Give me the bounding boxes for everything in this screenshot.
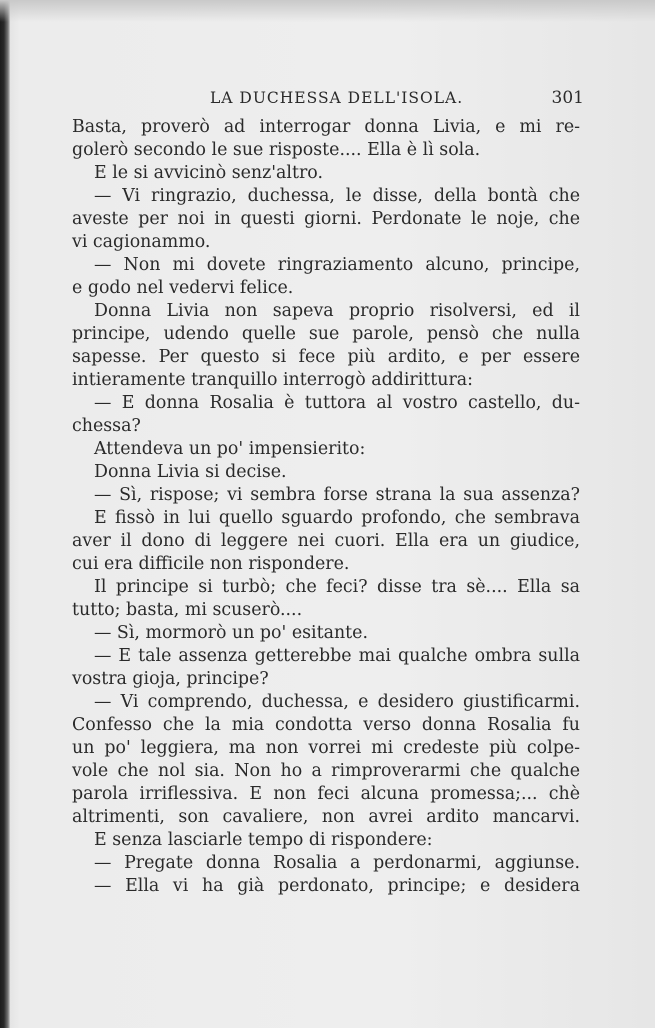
page-top-shadow [0, 0, 655, 22]
text-line: — E donna Rosalia è tuttora al vostro castello, du- [94, 393, 580, 413]
text-line: Il principe si turbò; che feci? disse tra sè.... Ella sa [94, 577, 580, 597]
text-line: altrimenti, son cavaliere, non avrei ardito mancarvi. [72, 807, 580, 827]
text-line: Attendeva un po' impensierito: [94, 439, 366, 459]
text-line: — Vi comprendo, duchessa, e desidero giustificarmi. [94, 692, 580, 712]
text-line: — E tale assenza getterebbe mai qualche ombra sulla [94, 646, 580, 666]
book-spine-shadow [0, 0, 10, 1028]
text-line: — Vi ringrazio, duchessa, le disse, della bontà che [94, 186, 580, 206]
text-line: sapesse. Per questo si fece più ardito, e per essere [72, 347, 580, 367]
text-line: — Pregate donna Rosalia a perdonarmi, aggiunse. [94, 853, 580, 873]
text-line: Donna Livia si decise. [94, 462, 287, 482]
text-line: chessa? [72, 416, 141, 436]
page-header [76, 86, 586, 112]
text-line: vole che nol sia. Non ho a rimproverarmi che qualche [72, 761, 580, 781]
text-line: tutto; basta, mi scuserò.... [72, 600, 303, 620]
body-text [72, 116, 580, 898]
text-line: aveste per noi in questi giorni. Perdonate le noje, che [72, 209, 580, 229]
running-head: LA DUCHESSA DELL'ISOLA. [210, 89, 464, 107]
text-line: Basta, proverò ad interrogar donna Livia, e mi re- [72, 117, 580, 137]
text-line: un po' leggiera, ma non vorrei mi credeste più colpe- [72, 738, 580, 758]
text-line: — Sì, rispose; vi sembra forse strana la sua assenza? [94, 485, 580, 505]
text-line: — Non mi dovete ringraziamento alcuno, principe, [94, 255, 580, 275]
text-line: — Sì, mormorò un po' esitante. [94, 623, 368, 643]
text-line: parola irriflessiva. E non feci alcuna promessa;... chè [72, 784, 580, 804]
text-line: aver il dono di leggere nei cuori. Ella era un giudice, [72, 531, 580, 551]
text-line: E senza lasciarle tempo di rispondere: [94, 830, 433, 850]
text-line: E le si avvicinò senz'altro. [94, 163, 323, 183]
text-line: e godo nel vedervi felice. [72, 278, 294, 298]
text-line: principe, udendo quelle sue parole, pensò che nulla [72, 324, 580, 344]
text-line: intieramente tranquillo interrogò addirittura: [72, 370, 474, 390]
text-line: Confesso che la mia condotta verso donna Rosalia fu [72, 715, 580, 735]
text-line: E fissò in lui quello sguardo profondo, che sembrava [94, 508, 580, 528]
text-line: cui era difficile non rispondere. [72, 554, 350, 574]
text-line: Donna Livia non sapeva proprio risolversi, ed il [94, 301, 580, 321]
text-line: vostra gioja, principe? [72, 669, 269, 689]
text-line: — Ella vi ha già perdonato, principe; e desidera [94, 876, 580, 896]
page-number: 301 [551, 88, 584, 108]
text-line: golerò secondo le sue risposte.... Ella è lì sola. [72, 140, 481, 160]
text-line: vi cagionammo. [72, 232, 211, 252]
